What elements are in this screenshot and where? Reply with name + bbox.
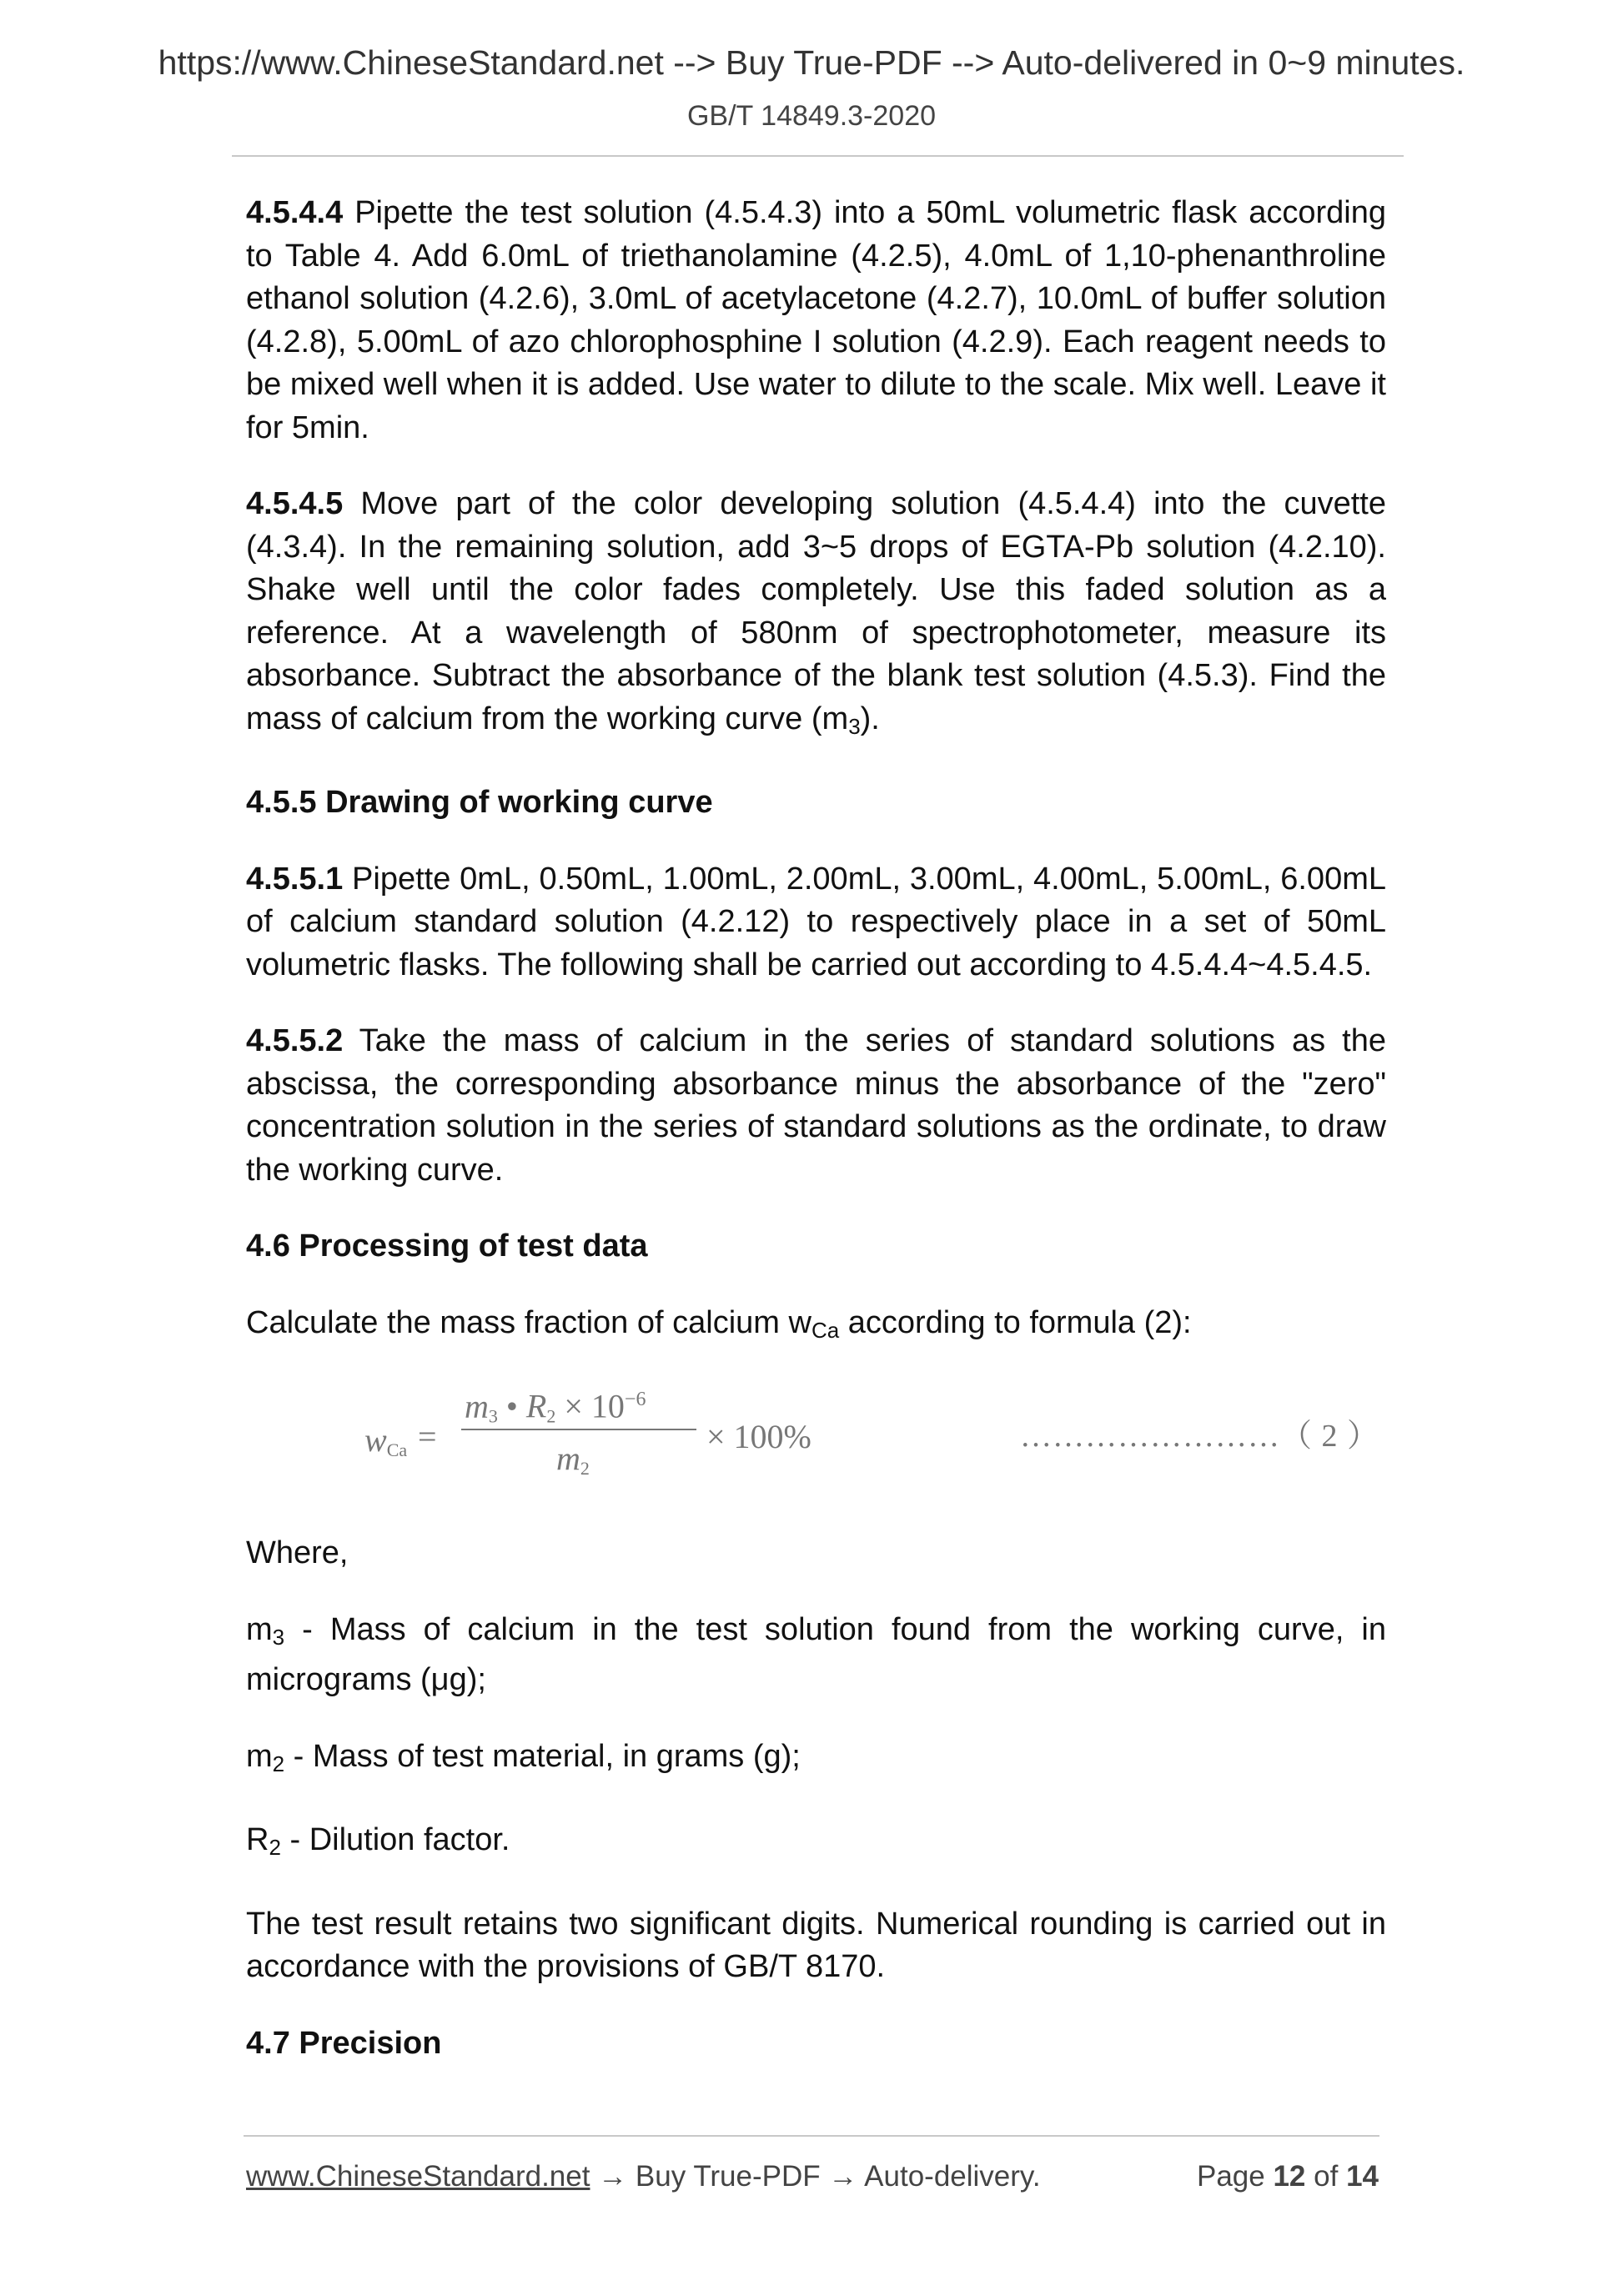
formula-number: ……………………（ 2 ） xyxy=(1020,1419,1380,1454)
clause-4-5-4-5 xyxy=(246,483,1386,748)
formula-operator: • xyxy=(497,1387,526,1425)
subscript: 3 xyxy=(848,713,861,739)
formula-equals: = xyxy=(418,1418,437,1455)
clause-text: Move part of the color developing solution (4.5.4.4) into the cuvette (4.3.4). In the remaining solution, add 3~5 drops of EGTA-Pb solution (4.2.10). Shake well until the color fades completely. Use this faded solution as a reference. At a wavelength of 580nm of spectrophotometer, measure its absorbance. Subtract the absorbance of the blank test solution (4.5.3). Find the mass of calcium from the working curve (m xyxy=(246,486,1386,736)
clause-4-5-5-2 xyxy=(246,1020,1386,1192)
section-heading-4-5-5: 4.5.5 Drawing of working curve xyxy=(246,785,713,820)
formula-exponent: −6 xyxy=(624,1389,646,1410)
formula-symbol: w xyxy=(364,1421,387,1459)
subscript: Ca xyxy=(811,1317,840,1343)
clause-text: Pipette 0mL, 0.50mL, 1.00mL, 2.00mL, 3.00mL, 4.00mL, 5.00mL, 6.00mL of calcium standard solution (4.2.12) to respectively place in a set of 50mL volumetric flasks. The following shall be carried out according to 4.5.4.4~4.5.4.5. xyxy=(246,861,1386,982)
formula-symbol: R xyxy=(525,1387,547,1425)
page-indicator xyxy=(1197,2160,1379,2193)
intro-text: Calculate the mass fraction of calcium w xyxy=(246,1304,812,1340)
clause-text: Take the mass of calcium in the series of standard solutions as the abscissa, the corresponding absorbance minus the absorbance of the "zero" concentration solution in the series of standard solutions as the ordinate, to draw the working curve. xyxy=(246,1023,1386,1188)
definition-text: - Dilution factor. xyxy=(280,1822,510,1857)
clause-number: 4.5.4.4 xyxy=(246,195,344,230)
clause-number: 4.5.5.1 xyxy=(246,861,344,897)
clause-number: 4.5.4.5 xyxy=(246,486,344,521)
of-label: of xyxy=(1314,2160,1339,2193)
subscript: 3 xyxy=(272,1624,285,1650)
formula-percent: × 100% xyxy=(706,1418,812,1455)
total-pages: 14 xyxy=(1346,2160,1379,2193)
footer-left xyxy=(246,2160,1041,2193)
header-url-line: https://www.ChineseStandard.net --> Buy True-PDF --> Auto-delivered in 0~9 minutes. xyxy=(158,43,1465,82)
clause-text: Pipette the test solution (4.5.4.3) into a 50mL volumetric flask according to Table 4. Add 6.0mL of triethanolamine (4.2.5), 4.0mL of 1,10-phenanthroline ethanol solution (4.2.6), 3.0mL of acetylacetone (4.2.7), 10.0mL of buffer solution (4.2.8), 5.00mL of azo chlorophosphine I solution (4.2.9). Each reagent needs to be mixed well when it is added. Use water to dilute to the scale. Mix well. Leave it for 5min. xyxy=(246,195,1386,445)
header-divider xyxy=(232,155,1404,157)
fraction-bar xyxy=(461,1429,696,1430)
definition-symbol: R xyxy=(246,1822,269,1857)
definition-m3 xyxy=(246,1609,1386,1702)
formula-subscript: 2 xyxy=(580,1458,590,1479)
section-heading-4-7: 4.7 Precision xyxy=(246,2025,442,2061)
formula-lhs xyxy=(364,1419,407,1472)
formula-symbol: m xyxy=(465,1387,489,1425)
definition-r2 xyxy=(246,1819,1386,1870)
formula-subscript: Ca xyxy=(386,1439,408,1460)
subscript: 2 xyxy=(269,1835,281,1860)
formula-operator: × 10 xyxy=(555,1387,625,1425)
definition-symbol: m xyxy=(246,1611,273,1647)
rounding-note: The test result retains two significant digits. Numerical rounding is carried out in accordance with the provisions of GB/T 8170. xyxy=(246,1906,1386,1984)
formula-subscript: 2 xyxy=(546,1405,556,1427)
definition-text: - Mass of calcium in the test solution found from the working curve, in micrograms (μg); xyxy=(246,1611,1386,1697)
formula-subscript: 3 xyxy=(488,1405,498,1427)
definition-symbol: m xyxy=(246,1738,273,1774)
subscript: 2 xyxy=(272,1751,285,1776)
formula-2 xyxy=(246,1379,1386,1504)
footer-tagline: → Buy True-PDF → Auto-delivery. xyxy=(590,2160,1041,2193)
page-label: Page xyxy=(1196,2160,1265,2193)
intro-text-end: according to formula (2): xyxy=(839,1304,1192,1340)
formula-symbol: m xyxy=(556,1439,580,1477)
clause-text-end: ). xyxy=(860,701,880,736)
document-body xyxy=(246,192,1386,2098)
clause-number: 4.5.5.2 xyxy=(246,1023,344,1058)
footer-site-link[interactable]: www.ChineseStandard.net xyxy=(246,2160,590,2193)
clause-4-5-4-4 xyxy=(246,192,1386,450)
footer-divider xyxy=(244,2135,1379,2137)
definition-text: - Mass of test material, in grams (g); xyxy=(284,1738,801,1774)
where-label: Where, xyxy=(246,1535,349,1570)
section-heading-4-6: 4.6 Processing of test data xyxy=(246,1228,648,1264)
formula-denominator xyxy=(556,1437,590,1490)
formula-intro xyxy=(246,1302,1386,1353)
clause-4-5-5-1 xyxy=(246,858,1386,987)
definition-m2 xyxy=(246,1736,1386,1786)
current-page: 12 xyxy=(1273,2160,1306,2193)
document-code: GB/T 14849.3-2020 xyxy=(686,100,937,132)
